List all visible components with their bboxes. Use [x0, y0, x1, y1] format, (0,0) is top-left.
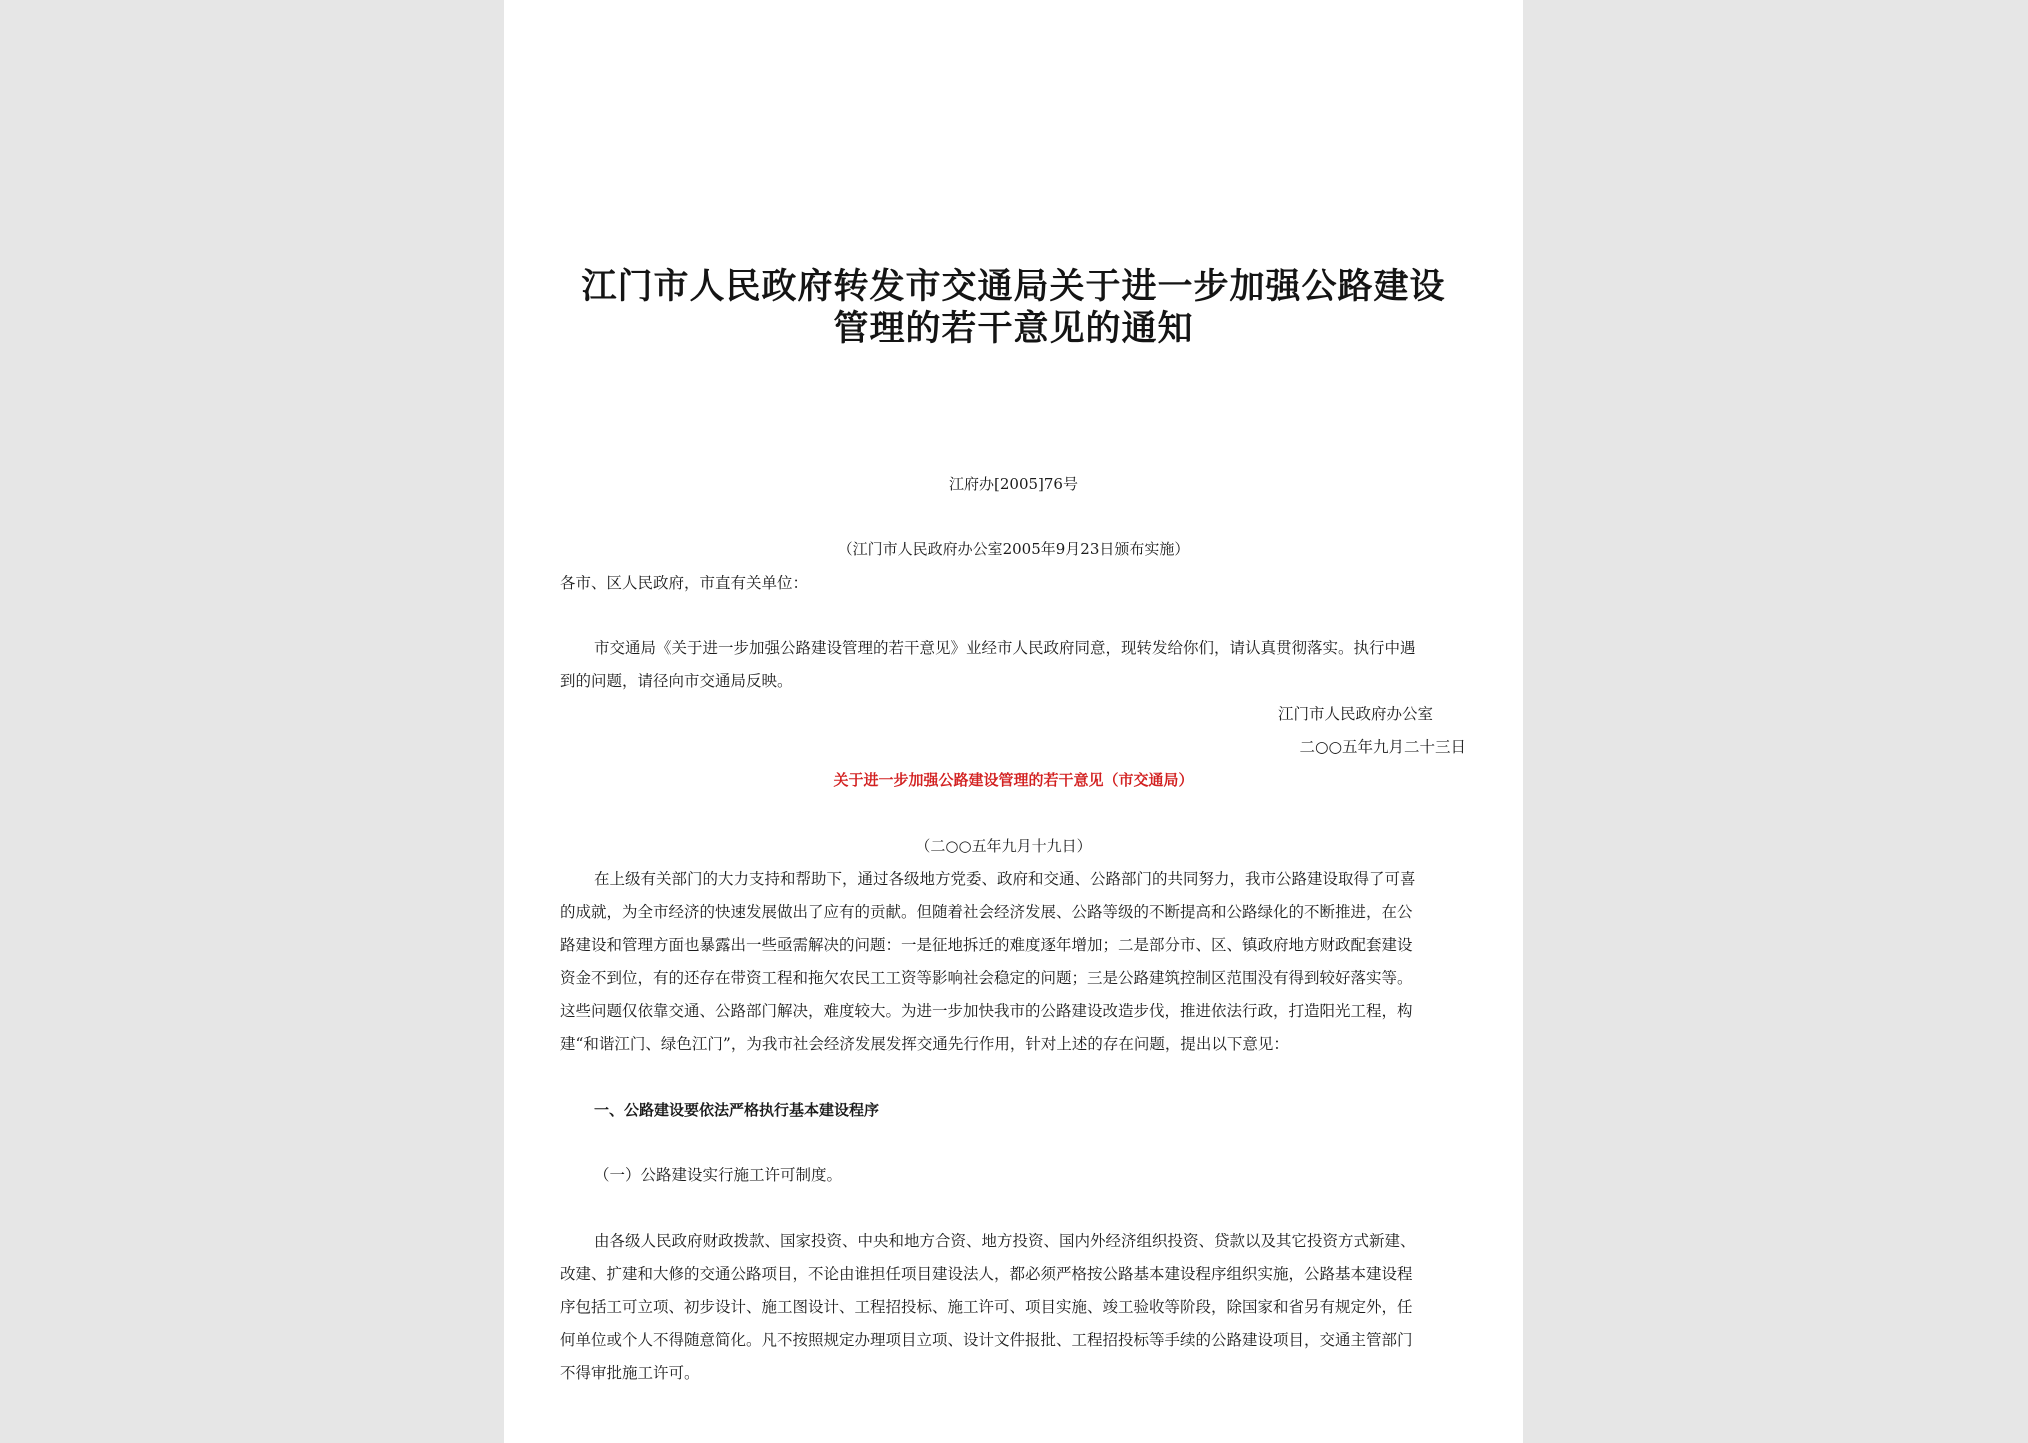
body-paragraph-line: 建“和谐江门、绿色江门”，为我市社会经济发展发挥交通先行作用，针对上述的存在问题，提出以下意见：: [560, 1035, 1289, 1053]
document-title-line-2: 管理的若干意见的通知: [833, 309, 1194, 349]
signature-date: 二○○五年九月二十三日: [1299, 738, 1466, 756]
attachment-date: （二○○五年九月十九日）: [915, 837, 1092, 855]
intro-paragraph-line: 市交通局《关于进一步加强公路建设管理的若干意见》业经市人民政府同意，现转发给你们，请认真贯彻落实。执行中遇: [594, 639, 1416, 657]
body-paragraph-line: 这些问题仅依靠交通、公路部门解决，难度较大。为进一步加快我市的公路建设改造步伐，推进依法行政，打造阳光工程，构: [560, 1002, 1413, 1020]
signature-organization: 江门市人民政府办公室: [1277, 705, 1433, 723]
intro-paragraph-line: 到的问题，请径向市交通局反映。: [560, 672, 793, 690]
section-paragraph-line: 由各级人民政府财政拨款、国家投资、中央和地方合资、地方投资、国内外经济组织投资、贷款以及其它投资方式新建、: [594, 1232, 1416, 1250]
salutation: 各市、区人民政府，市直有关单位：: [560, 574, 809, 592]
section-paragraph-line: 改建、扩建和大修的交通公路项目，不论由谁担任项目建设法人，都必须严格按公路基本建设程序组织实施，公路基本建设程: [560, 1265, 1413, 1283]
section-heading: 一、公路建设要依法严格执行基本建设程序: [594, 1101, 880, 1119]
body-paragraph-line: 在上级有关部门的大力支持和帮助下，通过各级地方党委、政府和交通、公路部门的共同努力，我市公路建设取得了可喜: [594, 870, 1416, 888]
subsection-heading: （一）公路建设实行施工许可制度。: [594, 1166, 843, 1184]
section-paragraph-line: 序包括工可立项、初步设计、施工图设计、工程招投标、施工许可、项目实施、竣工验收等阶段，除国家和省另有规定外，任: [560, 1298, 1413, 1316]
document-page: [504, 0, 1523, 1443]
body-paragraph-line: 的成就，为全市经济的快速发展做出了应有的贡献。但随着社会经济发展、公路等级的不断提高和公路绿化的不断推进，在公: [560, 903, 1413, 921]
body-paragraph-line: 资金不到位，有的还存在带资工程和拖欠农民工工资等影响社会稳定的问题；三是公路建筑控制区范围没有得到较好落实等。: [560, 969, 1413, 987]
section-paragraph-line: 不得审批施工许可。: [560, 1364, 700, 1382]
body-paragraph-line: 路建设和管理方面也暴露出一些亟需解决的问题：一是征地拆迁的难度逐年增加；二是部分市、区、镇政府地方财政配套建设: [560, 936, 1413, 954]
document-title-line-1: 江门市人民政府转发市交通局关于进一步加强公路建设: [581, 267, 1446, 307]
attachment-title: 关于进一步加强公路建设管理的若干意见（市交通局）: [833, 771, 1194, 789]
section-paragraph-line: 何单位或个人不得随意简化。凡不按照规定办理项目立项、设计文件报批、工程招投标等手续的公路建设项目，交通主管部门: [560, 1331, 1413, 1349]
document-number: 江府办[2005]76号: [949, 475, 1078, 493]
issue-note: （江门市人民政府办公室2005年9月23日颁布实施）: [837, 540, 1190, 558]
